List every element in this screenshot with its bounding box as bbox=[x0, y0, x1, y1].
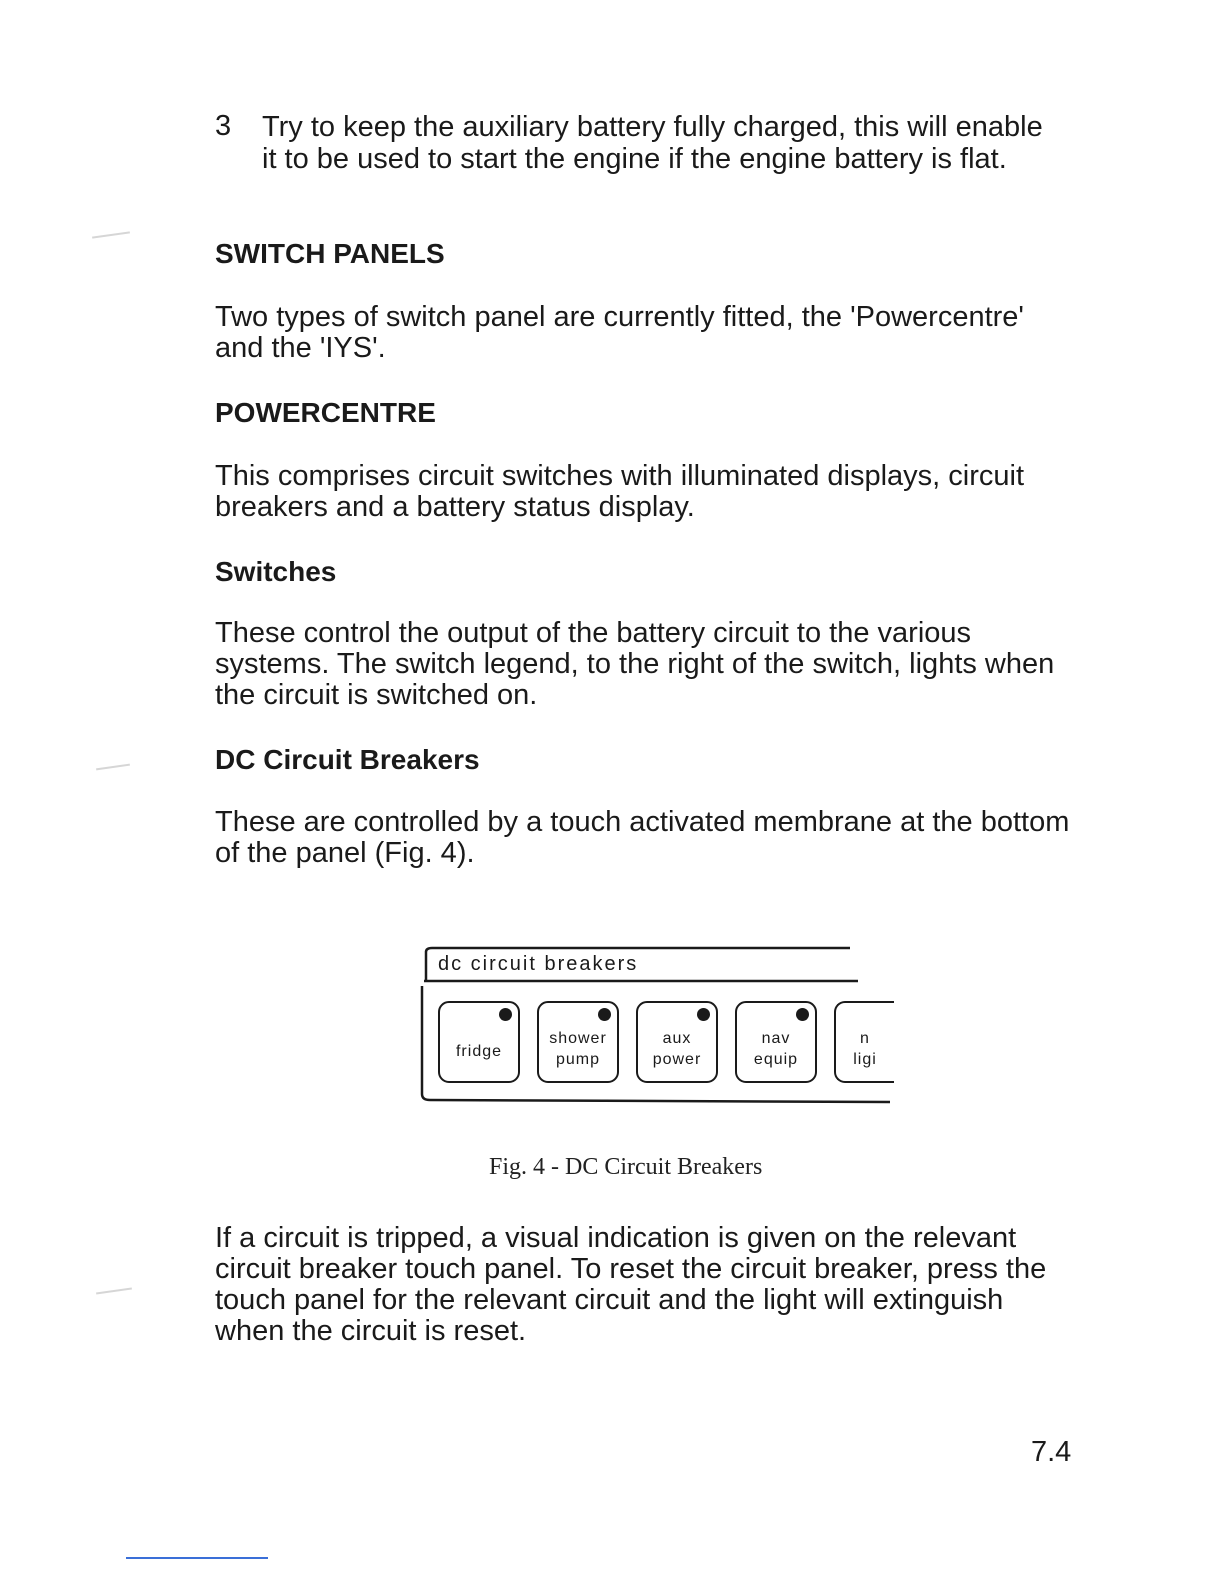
switch-panels-paragraph: Two types of switch panel are currently fitted, the 'Powercentre' and the 'IYS'. bbox=[215, 301, 1024, 364]
scan-underline-mark bbox=[126, 1557, 268, 1559]
breaker-nav-lights-partial[interactable] bbox=[834, 1001, 894, 1083]
list-item-number: 3 bbox=[215, 110, 232, 142]
breaker-label: nav equip bbox=[753, 1030, 799, 1068]
breaker-aux-power[interactable] bbox=[636, 1001, 718, 1083]
section-heading-switch-panels: SWITCH PANELS bbox=[215, 238, 445, 269]
subheading-switches: Switches bbox=[215, 556, 337, 587]
indicator-light-icon bbox=[697, 1008, 710, 1021]
indicator-light-icon bbox=[499, 1008, 512, 1021]
breaker-label: fridge bbox=[455, 1043, 503, 1060]
breaker-label: shower pump bbox=[549, 1030, 607, 1068]
list-item-text: Try to keep the auxiliary battery fully charged, this will enable it to be used to start the engine if the engine battery is flat. bbox=[262, 111, 1043, 175]
breaker-nav-equip[interactable] bbox=[735, 1001, 817, 1083]
indicator-light-icon bbox=[598, 1008, 611, 1021]
subheading-dc-circuit-breakers: DC Circuit Breakers bbox=[215, 744, 480, 775]
figure-panel-title: dc circuit breakers bbox=[438, 953, 639, 975]
powercentre-paragraph: This comprises circuit switches with illuminated displays, circuit breakers and a battery status display. bbox=[215, 460, 1025, 523]
scan-mark bbox=[96, 1288, 132, 1295]
switches-paragraph: These control the output of the battery circuit to the various systems. The switch legend, to the right of the switch, lights when the circuit is switched on. bbox=[215, 617, 1055, 711]
section-heading-powercentre: POWERCENTRE bbox=[215, 397, 436, 428]
scan-mark bbox=[92, 231, 130, 238]
figure-caption: Fig. 4 - DC Circuit Breakers bbox=[489, 1154, 763, 1180]
figure-dc-circuit-breakers bbox=[418, 944, 894, 1106]
dc-breakers-paragraph: These are controlled by a touch activated membrane at the bottom of the panel (Fig. 4). bbox=[215, 806, 1070, 869]
breaker-fridge[interactable] bbox=[438, 1001, 520, 1083]
breaker-label: n ligi bbox=[853, 1030, 877, 1068]
scan-mark bbox=[96, 764, 130, 771]
breaker-label: aux power bbox=[652, 1030, 702, 1068]
page-number: 7.4 bbox=[1031, 1436, 1072, 1468]
indicator-light-icon bbox=[796, 1008, 809, 1021]
breaker-shower-pump[interactable] bbox=[537, 1001, 619, 1083]
reset-paragraph: If a circuit is tripped, a visual indication is given on the relevant circuit breaker touch panel. To reset the circuit breaker, press the touch panel for the relevant circuit and the light will extinguish when the circuit is reset. bbox=[215, 1222, 1047, 1347]
